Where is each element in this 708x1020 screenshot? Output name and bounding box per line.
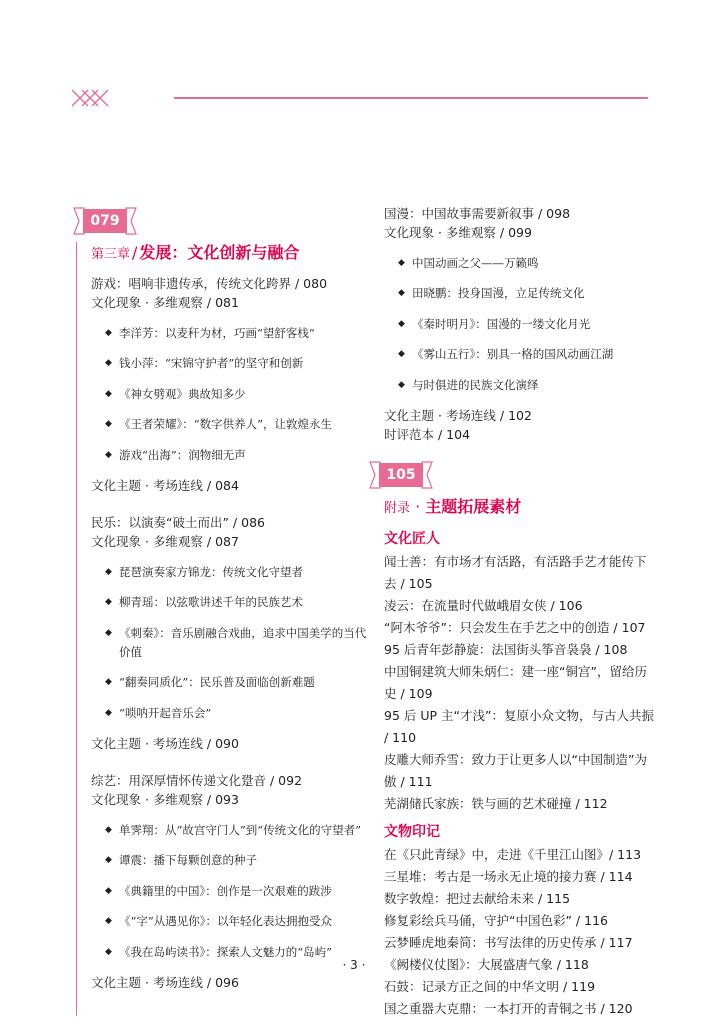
toc-subentry[interactable]: ◆ 《秦时明月》：国漫的一缕文化月光 [398,315,654,334]
toc-subentry[interactable]: ◆ 中国动画之父——万籁鸣 [398,254,654,273]
appendix-item[interactable]: 皮雕大师乔雪：致力于让更多人以“中国制造”为傲 / 111 [384,752,647,789]
appendix-title: 主题拓展素材 [425,497,522,516]
diamond-bullet-icon: ◆ [105,388,112,399]
diamond-bullet-icon: ◆ [105,824,112,835]
appendix-item[interactable]: 国之重器大克鼎：一本打开的青铜之书 / 120 [384,1001,633,1016]
diamond-bullet-icon: ◆ [105,597,112,607]
toc-entry[interactable]: 文化现象 · 多维观察 / 093 [91,792,239,807]
appendix-heading [384,496,654,520]
toc-entry[interactable]: 文化现象 · 多维观察 / 087 [91,534,239,549]
diamond-bullet-icon: ◆ [398,288,405,298]
toc-entry[interactable]: 国漫：中国故事需要新叙事 / 098 [384,206,571,221]
crosshatch-ornament-icon [70,88,172,108]
page-badge-number: 105 [386,467,416,483]
diamond-bullet-icon: ◆ [105,358,112,368]
toc-entry[interactable]: 游戏：唱响非遗传承，传统文化跨界 / 080 [91,276,328,291]
page-number: · 3 · [342,958,366,972]
diamond-bullet-icon: ◆ [105,419,112,429]
appendix-item[interactable]: 在《只此青绿》中，走进《千里江山图》/ 113 [384,847,642,862]
toc-subentry[interactable]: ◆ 李洋芳：以麦秆为材，巧画“望舒客栈” [105,324,372,343]
page-badge [72,204,138,238]
toc-group-games [91,274,372,495]
diamond-bullet-icon: ◆ [105,707,112,718]
toc-subentry[interactable]: ◆ 田晓鹏：投身国漫，立足传统文化 [398,284,654,303]
section-title: 文化匠人 [384,531,440,547]
header-rule [174,97,648,99]
toc-entry[interactable]: 民乐：以演奏“破土而出” / 086 [91,515,265,530]
chapter-heading [91,242,372,266]
toc-entry[interactable]: 文化主题 · 考场连线 / 102 [384,408,532,423]
toc-subentry[interactable]: ◆ 《“字”从遇见你》：以年轻化表达拥抱受众 [105,912,372,931]
appendix-item[interactable]: 石鼓：记录方正之间的中华文明 / 119 [384,979,596,994]
toc-entry[interactable]: 文化现象 · 多维观察 / 081 [91,295,239,310]
toc-entry[interactable]: 时评范本 / 104 [384,427,471,442]
toc-subentry[interactable]: ◆ 《刺秦》：音乐剧融合戏曲，追求中国美学的当代价值 [105,625,367,659]
appendix-item[interactable]: 芜湖储氏家族：铁与画的艺术碰撞 / 112 [384,796,608,811]
chapter-label: 第三章 [91,247,131,262]
page-badge [368,458,434,492]
toc-entry[interactable]: 综艺：用深厚情怀传递文化跫音 / 092 [91,773,303,788]
toc-subentry[interactable]: ◆ 《雾山五行》：别具一格的国风动画江湖 [398,345,654,364]
diamond-bullet-icon: ◆ [105,916,112,926]
chapter-separator: / [132,243,138,262]
diamond-bullet-icon: ◆ [105,885,112,896]
toc-subentry[interactable]: ◆ 《我在岛屿读书》：探索人文魅力的“岛屿” [105,943,372,962]
diamond-bullet-icon: ◆ [105,946,112,957]
diamond-bullet-icon: ◆ [398,318,405,329]
appendix-label: 附录 [384,501,411,516]
toc-group-folk-music [91,513,372,753]
appendix-item[interactable]: 95 后 UP 主“才浅”：复原小众文物，与古人共振 / 110 [384,708,654,745]
chapter-title: 发展：文化创新与融合 [139,243,300,262]
diamond-bullet-icon: ◆ [105,627,112,638]
toc-entry[interactable]: 文化主题 · 考场连线 / 096 [91,975,239,990]
diamond-bullet-icon: ◆ [105,449,112,460]
toc-subentry[interactable]: ◆ 柳青瑶：以弦歌讲述千年的民族艺术 [105,593,372,612]
appendix-item[interactable]: 95 后青年彭静旋：法国街头筝音袅袅 / 108 [384,642,628,657]
toc-subentry[interactable]: ◆ “翻奏同质化”：民乐普及面临创新难题 [105,673,372,692]
appendix-item[interactable]: “阿木爷爷”：只会发生在手艺之中的创造 / 107 [384,620,646,635]
toc-subentry[interactable]: ◆ 《王者荣耀》：“数字供养人”，让敦煌永生 [105,415,372,434]
toc-subentry[interactable]: ◆ 单霁翔：从“故宫守门人”到“传统文化的守望者” [105,821,372,840]
appendix-item[interactable]: 数字敦煌：把过去献给未来 / 115 [384,891,571,906]
page-badge-number: 079 [90,213,120,229]
diamond-bullet-icon: ◆ [105,855,112,865]
appendix-section-relics [384,823,654,1020]
toc-subentry[interactable]: ◆ 琵琶演奏家方锦龙：传统文化守望者 [105,563,372,582]
diamond-bullet-icon: ◆ [105,677,112,687]
appendix-item[interactable]: 中国铜建筑大师朱炳仁：建一座“铜宫”，留给历史 / 109 [384,664,647,701]
header-decoration [70,88,648,108]
toc-subentry[interactable]: ◆ “唢呐开起音乐会” [105,704,372,723]
section-title: 文物印记 [384,824,440,840]
toc-entry[interactable]: 文化现象 · 多维观察 / 099 [384,225,532,240]
diamond-bullet-icon: ◆ [398,379,405,390]
toc-right-column [384,204,654,1020]
toc-entry[interactable]: 文化主题 · 考场连线 / 090 [91,736,239,751]
diamond-bullet-icon: ◆ [398,257,405,268]
appendix-item[interactable]: 修复彩绘兵马俑，守护“中国色彩” / 116 [384,913,608,928]
diamond-bullet-icon: ◆ [398,349,405,359]
toc-subentry[interactable]: ◆ 游戏“出海”：润物细无声 [105,446,372,465]
appendix-section-craftsmen [384,530,654,815]
appendix-item[interactable]: 云梦睡虎地秦简：书写法律的历史传承 / 117 [384,935,633,950]
diamond-bullet-icon: ◆ [105,566,112,577]
toc-subentry[interactable]: ◆ 《典籍里的中国》：创作是一次艰难的跋涉 [105,882,372,901]
chapter-block [76,242,372,1016]
appendix-item[interactable]: 《阙楼仪仗图》：大展盛唐气象 / 118 [384,957,589,972]
toc-subentry[interactable]: ◆ 《神女劈观》典故知多少 [105,385,372,404]
appendix-separator: · [415,497,421,516]
toc-entry[interactable]: 文化主题 · 考场连线 / 084 [91,478,239,493]
toc-subentry[interactable]: ◆ 与时俱进的民族文化演绎 [398,376,654,395]
toc-left-column [72,204,372,1016]
diamond-bullet-icon: ◆ [105,327,112,338]
toc-subentry[interactable]: ◆ 钱小萍：“宋锦守护者”的坚守和创新 [105,354,372,373]
appendix-item[interactable]: 三星堆：考古是一场永无止境的接力赛 / 114 [384,869,633,884]
appendix-item[interactable]: 凌云：在流量时代做峨眉女侠 / 106 [384,598,583,613]
toc-subentry[interactable]: ◆ 谭震：播下每颗创意的种子 [105,851,372,870]
appendix-item[interactable]: 闻士善：有市场才有活路，有活路手艺才能传下去 / 105 [384,554,647,591]
